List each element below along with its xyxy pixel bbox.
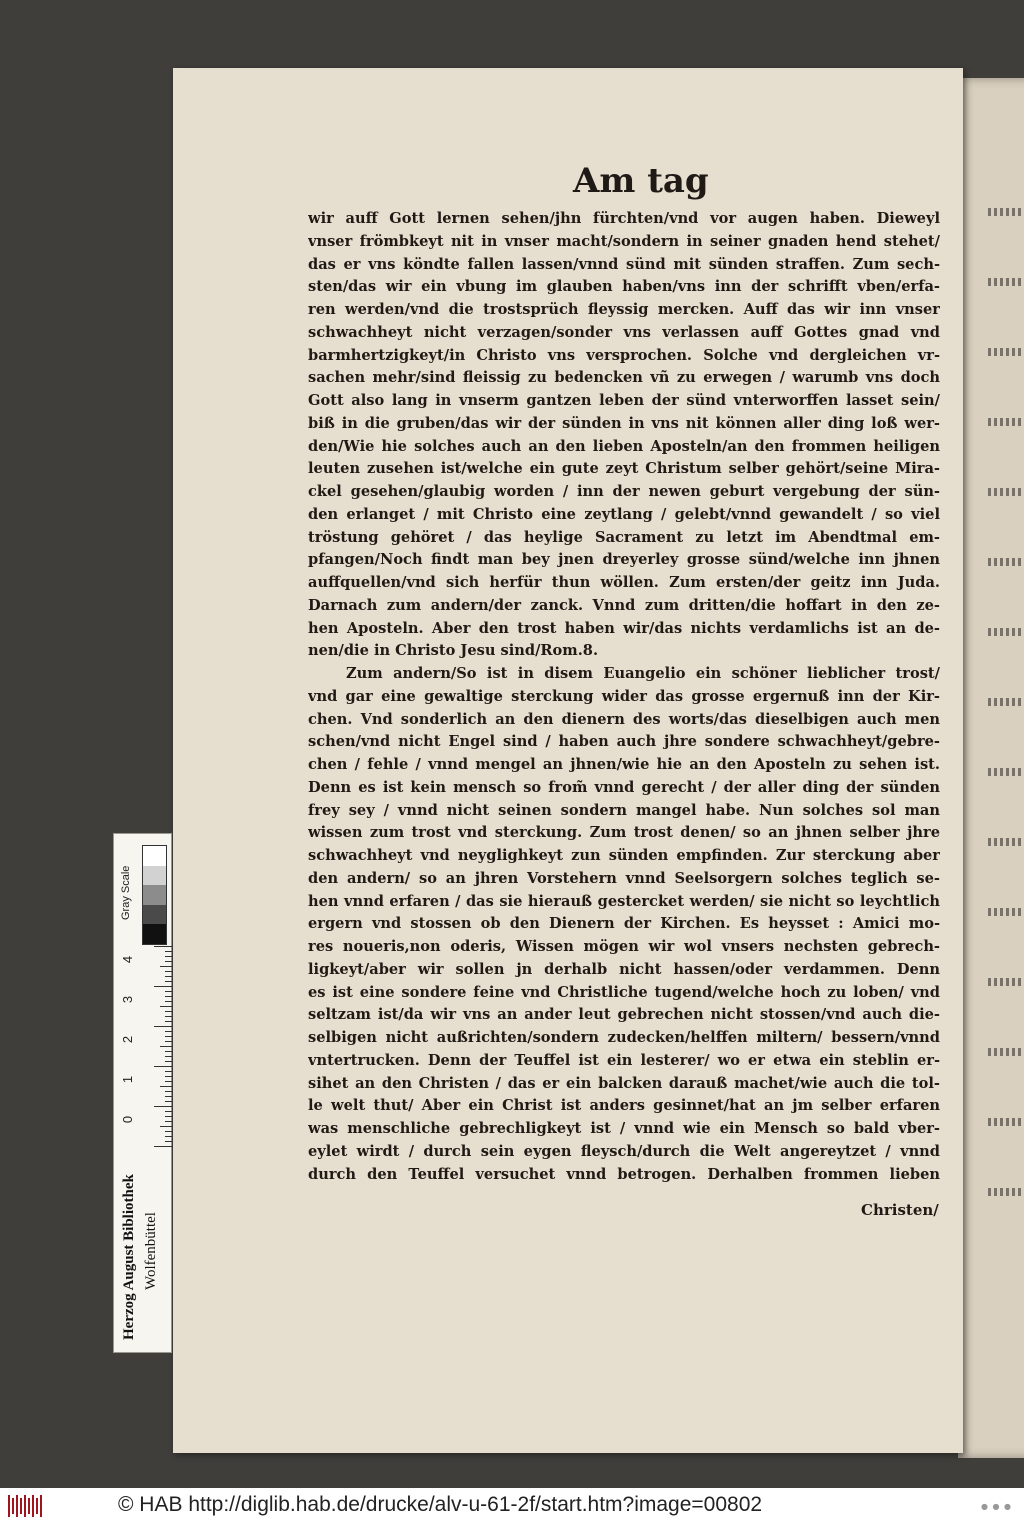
ruler-tick	[160, 1126, 172, 1127]
text-line: sten/das wir ein vbung im glauben haben/vns inn der schrifft vben/erfa-	[308, 278, 940, 296]
ruler-tick	[165, 1056, 172, 1057]
ruler-number: 0	[120, 1115, 136, 1124]
bleed-line	[988, 1048, 1024, 1056]
text-line: eylet wirdt / durch sein eygen fleysch/durch die Welt angereytzet / vnnd	[308, 1142, 940, 1160]
text-line: chen. Vnd sonderlich an den dienern des worts/das dieselbigen auch men	[308, 710, 940, 728]
ruler-tick	[165, 981, 172, 982]
ruler-tick	[165, 1111, 172, 1112]
ruler-tick	[165, 951, 172, 952]
ruler-tick	[165, 971, 172, 972]
gray-scale-label: Gray Scale	[120, 865, 132, 920]
text-line: nen/die in Christo Jesu sind/Rom.8.	[308, 642, 599, 660]
gray-swatch	[143, 846, 166, 866]
text-line: das er vns köndte fallen lassen/vnnd sünd mit sünden straffen. Zum sech-	[308, 255, 940, 273]
ruler-tick	[165, 1031, 172, 1032]
ruler-tick	[165, 991, 172, 992]
text-line: ergern vnd stossen ob den Dienern der Kirchen. Es heysset : Amici mo-	[308, 915, 940, 933]
gray-swatch	[143, 866, 166, 886]
ruler-tick	[165, 1001, 172, 1002]
text-line: wissen zum trost vnd sterckung. Zum trost denen/ so an jhnen selber jhre	[308, 824, 940, 842]
ruler-tick	[160, 1086, 172, 1087]
bleed-line	[988, 1118, 1024, 1126]
text-line: durch den Teuffel versuchet vnnd betrogen. Derhalben frommen lieben	[308, 1165, 940, 1183]
running-head: Am tag	[573, 161, 709, 201]
bleed-line	[988, 208, 1024, 216]
ruler-tick	[165, 1116, 172, 1117]
bleed-line	[988, 488, 1024, 496]
ruler-tick	[154, 986, 172, 987]
ruler-number: 2	[120, 1035, 136, 1044]
ruler-tick	[165, 1101, 172, 1102]
body-text	[308, 208, 940, 1186]
text-line: Zum andern/So ist in disem Euangelio ein schöner lieblicher trost/	[346, 665, 940, 682]
text-line: le welt thut/ Aber ein Christ ist anders gesinnet/hat an jm selber erfaren	[308, 1097, 940, 1115]
ruler-tick	[154, 946, 172, 947]
scanned-page	[173, 68, 963, 1453]
text-line: schwachheyt vnd neyglighkeyt zun sünden empfinden. Zur sterckung aber	[308, 847, 940, 864]
ruler-tick	[160, 1006, 172, 1007]
text-line: seltzam ist/da wir vns an ander leut gebrechen nicht stossen/vnd auch die-	[308, 1006, 940, 1024]
text-line: Gott also lang in vnserm gantzen leben der sünd vnterworffen lasset sein/	[308, 392, 940, 409]
bleed-line	[988, 418, 1024, 426]
text-line: tröstung gehöret / das heylige Sacrament zu letzt im Abendtmal em-	[308, 528, 940, 546]
ruler-tick	[165, 996, 172, 997]
bleed-line	[988, 628, 1024, 636]
text-line: leuten zusehen ist/welche ein gute zeyt Christum selber gehört/seine Mira-	[308, 460, 940, 478]
text-line: sachen mehr/sind fleissig zu bedencken vñ zu erwegen / warumb vns doch	[308, 369, 940, 387]
text-line: was menschliche gebrechligkeyt ist / vnnd wie ein Mensch so bald vber-	[308, 1120, 940, 1137]
text-line: schen/vnd nicht Engel sind / haben auch jhre sondere schwachheyt/gebre-	[308, 733, 940, 751]
bleed-line	[988, 278, 1024, 286]
bleed-line	[988, 348, 1024, 356]
bleed-line	[988, 978, 1024, 986]
ruler-tick	[165, 956, 172, 957]
text-line: ckel gesehen/glaubig worden / inn der newen geburt vergebung der sün-	[308, 483, 940, 500]
bleed-line	[988, 908, 1024, 916]
ruler-tick	[165, 1021, 172, 1022]
text-line: es ist eine sondere feine vnd Christliche tugend/welche hoch zu loben/ vnd	[308, 983, 940, 1001]
ruler-tick	[165, 1041, 172, 1042]
ruler-tick	[165, 1091, 172, 1092]
ruler-tick	[165, 1136, 172, 1137]
gray-swatch	[143, 924, 166, 944]
text-line: frey sey / vnnd nicht seinen sondern mangel habe. Nun solches sol man	[308, 801, 940, 819]
ruler-tick	[165, 961, 172, 962]
footer-bar	[0, 1488, 1024, 1523]
ruler-tick	[165, 1071, 172, 1072]
library-name: Herzog August Bibliothek	[121, 1174, 137, 1340]
ruler-tick	[165, 976, 172, 977]
hab-logo-icon	[8, 1495, 44, 1517]
text-line: schwachheyt nicht verzagen/sonder vns verlassen auff Gottes gnad vnd	[308, 323, 940, 341]
text-line: hen Aposteln. Aber den trost haben wir/das nichts verdamlichs ist an de-	[308, 619, 940, 637]
ruler-tick	[160, 966, 172, 967]
text-line: sihet an den Christen / das er ein balcken darauß machet/wie auch die tol-	[308, 1074, 940, 1092]
text-line: res noueris,non oderis, Wissen mögen wir wol vnsers nechsten gebrech-	[308, 938, 940, 955]
text-line: auffquellen/vnd sich herfür thun wöllen. Zum ersten/der geitz inn Juda.	[308, 574, 940, 591]
ruler-tick	[165, 1096, 172, 1097]
ruler-tick	[165, 1061, 172, 1062]
text-line: den andern/ so an jhren Vorstehern vnnd Seelsorgern solches teglich se-	[308, 869, 940, 887]
text-line: ligkeyt/aber wir sollen jn derhalb nicht hassen/oder verdammen. Denn	[308, 960, 940, 978]
text-line: selbigen nicht außrichten/sondern zudecken/helffen miltern/ bessern/vnnd	[308, 1029, 940, 1046]
ruler-tick	[165, 1016, 172, 1017]
catchword: Christen/	[861, 1201, 939, 1219]
ruler-tick	[165, 1076, 172, 1077]
ruler-tick	[165, 1036, 172, 1037]
ruler-number: 1	[120, 1075, 136, 1084]
gray-swatch	[143, 905, 166, 925]
text-line: hen vnnd erfaren / das sie hierauß gestercket werden/ sie nicht so leychtlich	[308, 892, 940, 910]
bleed-line	[988, 558, 1024, 566]
ruler-tick	[165, 1011, 172, 1012]
ruler-tick	[154, 1066, 172, 1067]
copyright-url[interactable]: © HAB http://diglib.hab.de/drucke/alv-u-61-2f/start.htm?image=00802	[118, 1493, 763, 1516]
ruler-tick	[154, 1106, 172, 1107]
ruler-tick	[154, 1146, 172, 1147]
text-line: barmhertzigkeyt/in Christo vns versprochen. Solche vnd dergleichen vr-	[308, 346, 940, 364]
ruler-tick	[165, 1051, 172, 1052]
ruler-tick	[165, 1131, 172, 1132]
gray-swatch	[143, 885, 166, 905]
text-line: vntertrucken. Denn der Teuffel ist ein lesterer/ wo er etwa ein steblin er-	[308, 1051, 940, 1069]
text-line: vnser frömbkeyt nit in vnser macht/sondern in seiner gnaden hend stehet/	[308, 232, 940, 250]
adjacent-page-edge	[958, 78, 1024, 1458]
text-line: chen / fehle / vnnd mengel an jhnen/wie hie an den Aposteln zu sehen ist.	[308, 756, 940, 773]
bleed-line	[988, 838, 1024, 846]
text-line: wir auff Gott lernen sehen/jhn fürchten/vnd vor augen haben. Dieweyl	[308, 210, 940, 227]
ruler-tick	[165, 1081, 172, 1082]
text-line: den erlanget / mit Christo eine zeytlang / gelebt/vnnd gewandelt / so viel	[308, 505, 940, 523]
bleed-line	[988, 768, 1024, 776]
text-line: pfangen/Noch findt man bey jnen dreyerley grosse sünd/welche inn jhnen	[308, 551, 940, 569]
ruler-tick	[165, 1121, 172, 1122]
ruler-tick	[154, 1026, 172, 1027]
text-line: Darnach zum andern/der zanck. Vnnd zum dritten/die hoffart in den ze-	[308, 596, 940, 614]
ruler-number: 4	[120, 955, 136, 964]
text-line: den/Wie hie solches auch an den lieben Aposteln/an den frommen heiligen	[308, 437, 940, 455]
ruler-tick	[160, 1046, 172, 1047]
text-line: vnd gar eine gewaltige sterckung wider das grosse ergernuß inn der Kir-	[308, 687, 940, 705]
ruler-tick	[165, 1141, 172, 1142]
bleed-line	[988, 698, 1024, 706]
text-line: ren werden/vnd die trostsprüch fleyssig mercken. Auff das wir inn vnser	[308, 301, 940, 318]
ruler-ticks	[152, 946, 172, 1146]
gray-scale-swatches	[142, 845, 167, 945]
bleed-line	[988, 1188, 1024, 1196]
text-line: Denn es ist kein mensch so from̃ vnnd gerecht / der aller ding der sünden	[308, 778, 940, 796]
text-line: biß in die gruben/das wir der sünden in vns nit können aller ding loß wer-	[308, 414, 940, 432]
ruler-number: 3	[120, 995, 136, 1004]
menu-dots-icon[interactable]: ● ● ●	[980, 1502, 1012, 1511]
library-city: Wolfenbüttel	[143, 1212, 159, 1290]
